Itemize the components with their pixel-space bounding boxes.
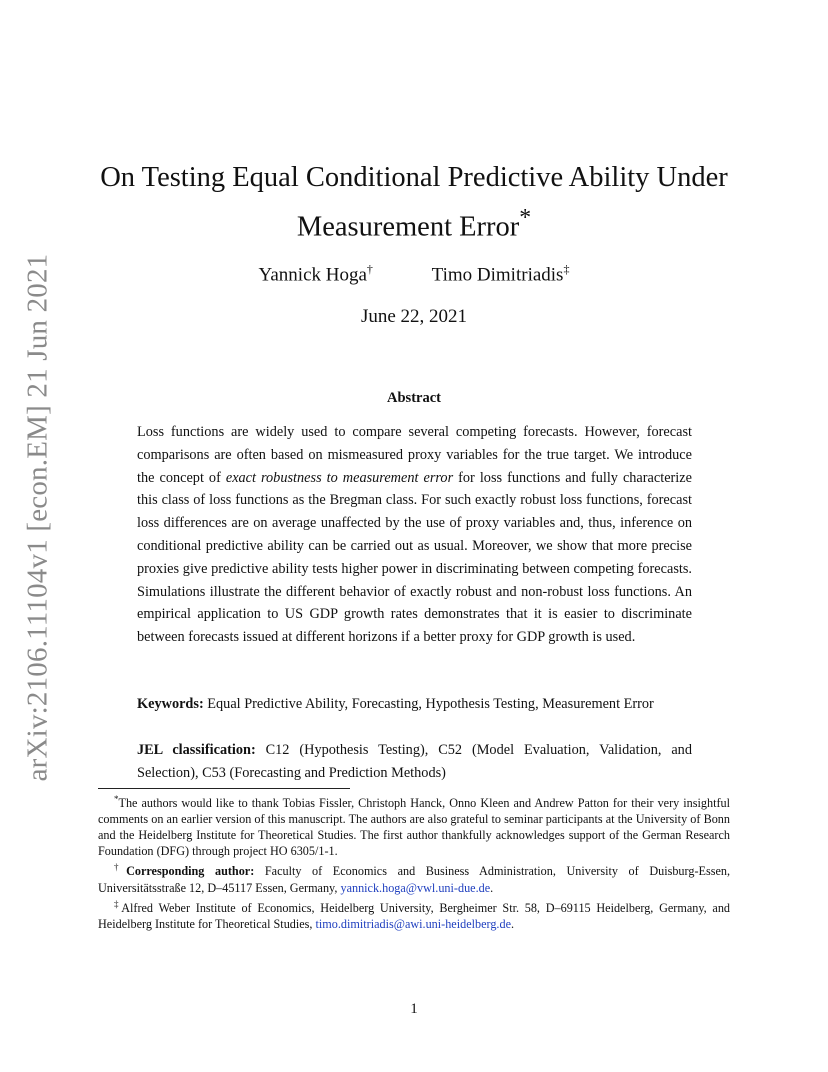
paper-title [90,158,738,248]
email-link-dimitriadis[interactable]: timo.dimitriadis@awi.uni-heidelberg.de [315,916,511,931]
jel-text: C12 (Hypothesis Testing), C52 (Model Evaluation, Validation, and Selection), C53 (Forecasting and Prediction Methods) [137,742,692,781]
author-2-name: Timo Dimitriadis [431,264,564,286]
footnote-3-text: Alfred Weber Institute of Economics, Heidelberg University, Bergheimer Str. 58, D–69115 Heidelberg, Germany, and Heidelberg Institute for Theoretical Studies, [98,900,731,931]
author-1 [259,262,373,286]
abstract-text-start: Loss functions are widely used to compare several competing forecasts. However, forecast comparisons are often based on mismeasured proxy variables for the true target. We introduce the concept of [137,424,692,486]
keywords [137,693,692,716]
author-1-name: Yannick Hoga [258,264,367,286]
footnote-2-bold: Corresponding author: [126,864,255,879]
footnote-2-mark: † [114,862,127,873]
footnote-3-mark: ‡ [114,898,122,909]
footnote-2-end: . [490,880,494,895]
arxiv-stamp-text: arXiv:2106.11104v1 [econ.EM] 21 Jun 2021 [21,253,54,781]
footnote-1-mark: * [114,794,119,804]
abstract-italic-term: exact robustness to measurement error [225,469,454,486]
author-list [0,262,828,286]
footnote-acknowledgements [98,791,730,859]
footnote-corresponding-author [98,859,730,895]
title-footnote-mark: * [519,205,532,231]
footnote-rule [98,788,350,789]
author-2-mark: ‡ [563,262,570,276]
keywords-label: Keywords: [137,696,204,712]
footnote-second-author [98,896,730,932]
arxiv-stamp [14,253,62,781]
page-number: 1 [410,1001,418,1017]
keywords-text: Equal Predictive Ability, Forecasting, Hypothesis Testing, Measurement Error [207,696,654,712]
footnote-2-text: Faculty of Economics and Business Administration, University of Duisburg-Essen, Universitätsstraße 12, D–45117 Essen, Germany, [98,864,730,895]
abstract-heading: Abstract [387,390,441,406]
footnotes [98,791,730,932]
author-1-mark: † [366,262,373,276]
jel-classification [137,739,692,785]
paper-date: June 22, 2021 [360,306,468,327]
abstract-body [137,421,692,649]
title-text: On Testing Equal Conditional Predictive Ability Under Measurement Error [100,162,728,243]
jel-label: JEL classification: [137,742,256,758]
email-link-hoga[interactable]: yannick.hoga@vwl.uni-due.de [340,880,491,895]
footnote-3-end: . [510,916,515,931]
abstract-text-end: for loss functions and fully characterize this class of loss functions as the Bregman class. For such exactly robust loss functions, forecast loss differences are on average unaffected by the use of proxy variables and, thus, inference on conditional predictive ability can be carried out as usual. Moreover, we show that more precise proxies give predictive ability tests higher power in discriminating between competing forecasts. Simulations illustrate the different behavior of exactly robust and non-robust loss functions. An empirical application to US GDP growth rates demonstrates that it is easier to discriminate between forecasts issued at different horizons if a better proxy for GDP growth is used. [137,469,692,646]
author-2 [432,262,570,286]
footnote-1-text: The authors would like to thank Tobias Fissler, Christoph Hanck, Onno Kleen and Andrew Patton for their very insightful comments on an earlier version of this manuscript. The authors are also grateful to seminar participants at the University of Bonn and the Heidelberg Institute for Theoretical Studies. The first author thankfully acknowledges support of the German Research Foundation (DFG) through project HO 6305/1-1. [98,796,730,859]
